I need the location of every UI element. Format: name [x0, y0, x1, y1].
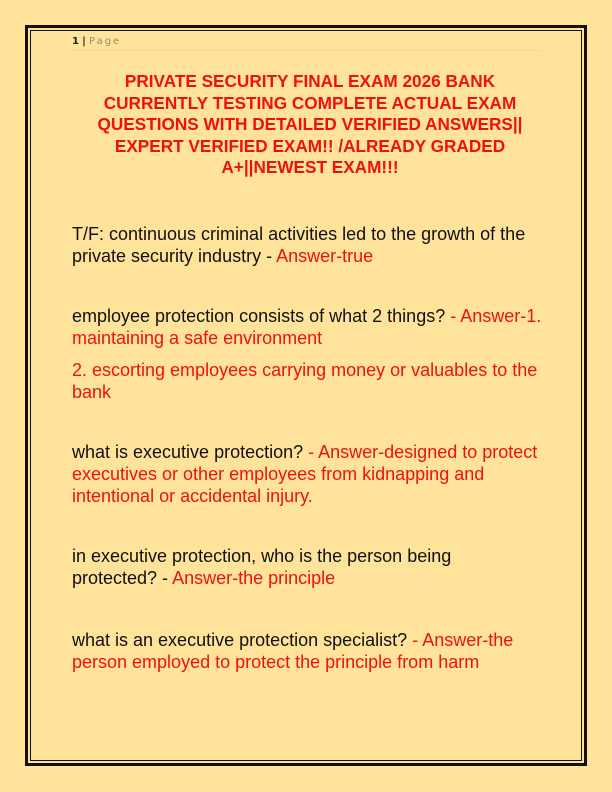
answer: - Answer-1. maintaining a safe environment: [72, 306, 542, 348]
qa-item: [72, 305, 552, 349]
qa-item: [72, 629, 552, 673]
answer: - Answer-the person employed to protect the principle from harm: [72, 630, 514, 672]
answer: - Answer-designed to protect executives or other employees from kidnapping and intentional or accidental injury.: [72, 442, 538, 506]
question: what is an executive protection specialist?: [72, 630, 413, 650]
answer: Answer-true: [276, 246, 374, 266]
qa-item: [72, 441, 552, 507]
page-number-value: 1: [72, 36, 79, 47]
document-title: PRIVATE SECURITY FINAL EXAM 2026 BANK CURRENTLY TESTING COMPLETE ACTUAL EXAM QUESTIONS WITH DETAILED VERIFIED ANSWERS|| EXPERT VERIFIED EXAM!! /ALREADY GRADED A+||NEWEST EXAM!!!: [97, 71, 523, 178]
header-rule: [72, 50, 542, 51]
page-label: Page: [89, 36, 122, 47]
qa-item: [72, 545, 492, 589]
question: what is executive protection?: [72, 442, 309, 462]
question: T/F: continuous criminal activities led to the growth of the private security industry -: [72, 224, 526, 266]
question: employee protection consists of what 2 things?: [72, 306, 451, 326]
page-separator: |: [82, 36, 86, 47]
qa-item: [72, 223, 552, 267]
question: in executive protection, who is the person being protected? -: [72, 546, 452, 588]
answer-continued: 2. escorting employees carrying money or valuables to the bank: [72, 360, 538, 402]
answer: Answer-the principle: [172, 568, 336, 588]
page-number: [72, 36, 121, 47]
